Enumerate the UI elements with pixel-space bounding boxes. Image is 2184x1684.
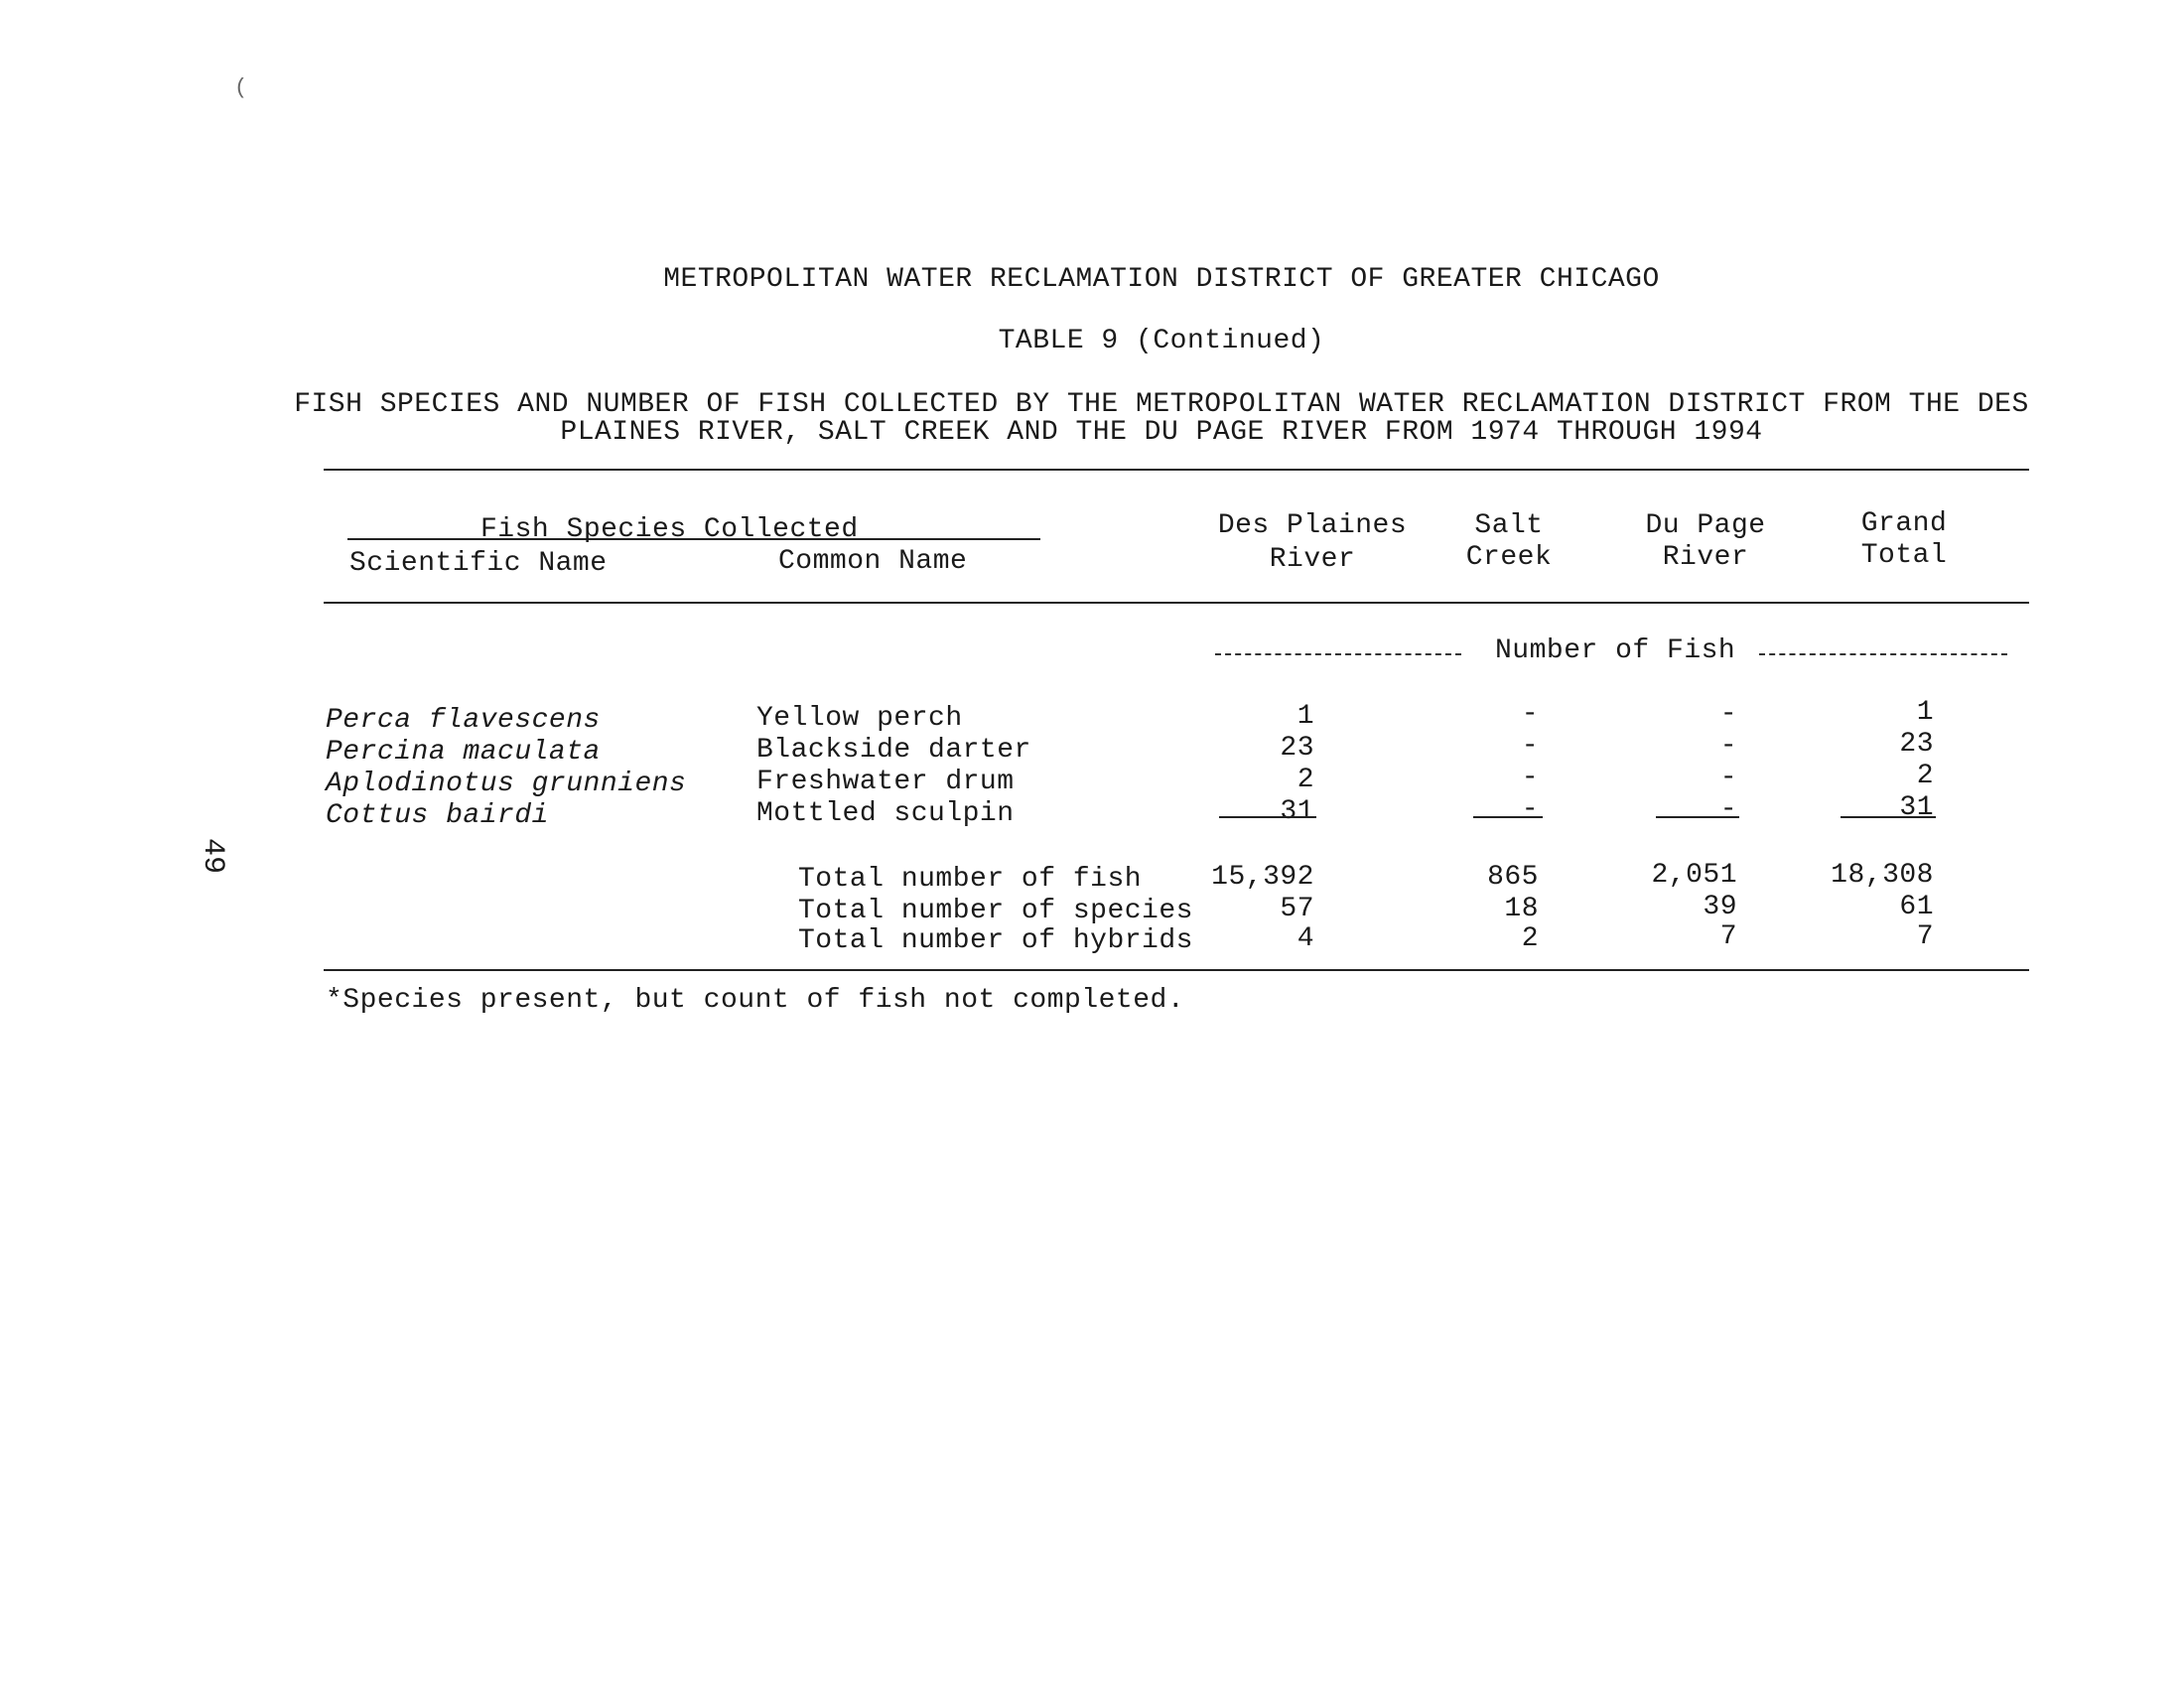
value-des-plaines: 31	[1280, 796, 1314, 827]
value-salt-creek: -	[1521, 794, 1539, 825]
value-grand-total: 31	[1899, 792, 1934, 823]
top-rule	[324, 469, 2029, 471]
table-title-line2: PLAINES RIVER, SALT CREEK AND THE DU PAGE RIVER FROM 1974 THROUGH 1994	[560, 417, 1763, 448]
total-des-plaines: 57	[1280, 894, 1314, 924]
col-du-page-line2: River	[1662, 542, 1749, 573]
sum-underline-des-plaines	[1219, 816, 1316, 818]
total-des-plaines: 15,392	[1211, 862, 1314, 893]
table-label: TABLE 9 (Continued)	[998, 326, 1325, 356]
value-des-plaines: 1	[1297, 701, 1314, 732]
total-label: Total number of hybrids	[798, 925, 1193, 956]
scientific-name: Percina maculata	[326, 737, 601, 768]
col-grand-total-line2: Total	[1860, 540, 1948, 571]
common-name: Blackside darter	[756, 735, 1031, 766]
total-grand: 7	[1916, 921, 1934, 952]
sum-underline-grand	[1841, 816, 1936, 818]
col-grand-total-line1: Grand	[1860, 508, 1948, 539]
value-du-page: -	[1719, 699, 1737, 730]
value-grand-total: 2	[1916, 761, 1934, 791]
total-salt-creek: 865	[1487, 862, 1539, 893]
total-du-page: 2,051	[1651, 860, 1737, 891]
total-grand: 18,308	[1831, 860, 1934, 891]
col-salt-creek-line1: Salt	[1474, 510, 1544, 541]
value-grand-total: 1	[1916, 697, 1934, 728]
total-du-page: 39	[1703, 892, 1737, 922]
value-grand-total: 23	[1899, 729, 1934, 760]
value-salt-creek: -	[1521, 731, 1539, 762]
number-of-fish-dash-left	[1215, 653, 1461, 655]
page-number: 49	[196, 837, 230, 875]
total-label: Total number of species	[798, 896, 1193, 926]
total-salt-creek: 18	[1504, 894, 1539, 924]
value-du-page: -	[1719, 731, 1737, 762]
value-du-page: -	[1719, 794, 1737, 825]
total-du-page: 7	[1719, 921, 1737, 952]
total-grand: 61	[1899, 892, 1934, 922]
common-name: Freshwater drum	[756, 767, 1015, 797]
sum-underline-salt	[1473, 816, 1543, 818]
total-salt-creek: 2	[1521, 923, 1539, 954]
sum-underline-dupage	[1656, 816, 1739, 818]
value-du-page: -	[1719, 763, 1737, 793]
value-des-plaines: 2	[1297, 765, 1314, 795]
col-du-page-line1: Du Page	[1645, 510, 1766, 541]
total-des-plaines: 4	[1297, 923, 1314, 954]
header-bottom-rule	[324, 602, 2029, 604]
value-salt-creek: -	[1521, 763, 1539, 793]
scientific-name: Perca flavescens	[326, 705, 601, 736]
col-common-name: Common Name	[778, 546, 968, 577]
organization-heading: METROPOLITAN WATER RECLAMATION DISTRICT OF GREATER CHICAGO	[663, 264, 1660, 295]
common-name: Yellow perch	[756, 703, 963, 734]
total-label: Total number of fish	[798, 864, 1143, 895]
stray-mark: (	[234, 75, 248, 100]
bottom-rule	[324, 969, 2029, 971]
value-salt-creek: -	[1521, 699, 1539, 730]
scientific-name: Aplodinotus grunniens	[326, 769, 687, 799]
col-scientific-name: Scientific Name	[349, 548, 608, 579]
value-des-plaines: 23	[1280, 733, 1314, 764]
col-des-plaines-line2: River	[1269, 544, 1356, 575]
col-des-plaines-line1: Des Plaines	[1217, 510, 1408, 541]
group-label: Fish Species Collected	[480, 514, 859, 545]
scientific-name: Cottus bairdi	[326, 800, 549, 831]
footnote: *Species present, but count of fish not completed.	[326, 985, 1185, 1016]
number-of-fish-dash-right	[1759, 653, 2007, 655]
number-of-fish-label: Number of Fish	[1495, 635, 1736, 666]
table-title-line1: FISH SPECIES AND NUMBER OF FISH COLLECTED BY THE METROPOLITAN WATER RECLAMATION DISTRICT FROM THE DES	[294, 389, 2029, 420]
common-name: Mottled sculpin	[756, 798, 1015, 829]
col-salt-creek-line2: Creek	[1465, 542, 1553, 573]
